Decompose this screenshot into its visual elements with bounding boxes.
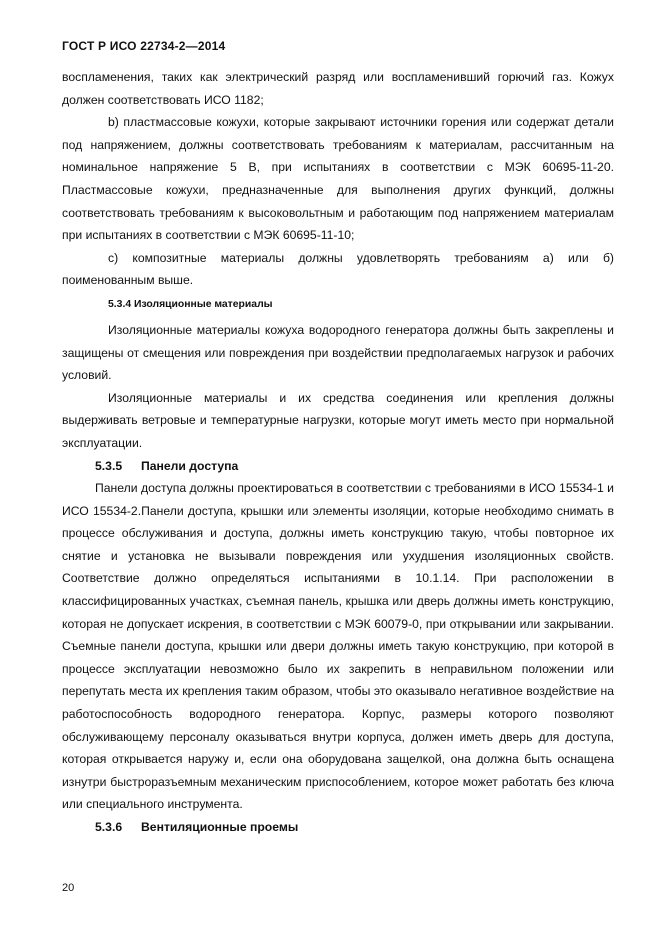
paragraph: Изоляционные материалы и их средства соединения или крепления должны выдерживать ветровые и температурные нагрузки, которые могут иметь место при нормальной эксплуатации. — [62, 390, 614, 450]
document-body — [62, 66, 614, 839]
document-header: ГОСТ Р ИСО 22734-2—2014 — [62, 39, 226, 53]
section-number: 5.3.5 — [95, 458, 123, 473]
paragraph: b) пластмассовые кожухи, которые закрывают источники горения или содержат детали под напряжением, должны соответствовать требованиям к материалам, рассчитанным на номинальное напряжение 5 В, при испытаниях в соответствии с МЭК 60695-11-20. Пластмассовые кожухи, предназначенные для выполнения других функций, должны соответствовать требованиям к высоковольтным и работающим под напряжением материалам при испытаниях в соответствии с МЭК 60695-11-10; — [62, 115, 614, 243]
section-title: Изоляционные материалы — [134, 298, 273, 310]
paragraph: воспламенения, таких как электрический разряд или воспламенивший горючий газ. Кожух должен соответствовать ИСО 1182; — [62, 70, 614, 107]
section-number: 5.3.4 — [108, 298, 132, 310]
paragraph: c) композитные материалы должны удовлетворять требованиям а) или б) поименованным выше. — [62, 250, 614, 288]
section-title: Панели доступа — [141, 458, 239, 473]
section-number: 5.3.6 — [95, 820, 123, 834]
section-heading-5-3-4 — [108, 295, 614, 315]
section-heading-5-3-6 — [95, 816, 614, 839]
paragraph: Панели доступа должны проектироваться в соответствии с требованиями в ИСО 15534-1 и ИСО 15534-2.Панели доступа, крышки или элементы изоляции, которые необходимо снимать в процессе обслуживания и доступа, должны иметь конструкцию такую, чтобы повторное их снятие и установка не вызывали повреждения или ухудшения изоляционных свойств. Соответствие должно определяться испытаниями в 10.1.14. При расположении в классифицированных участках, съемная панель, крышка или дверь должны иметь конструкцию, которая не допускает искрения, в соответствии с МЭК 60079-0, при открывании или закрывании. Съемные панели доступа, крышки или двери должны иметь такую конструкцию, при которой в процессе эксплуатации невозможно было их закрепить в неправильном положении или перепутать места их крепления таким образом, чтобы это оказывало негативное воздействие на работоспособность водородного генератора. Корпус, размеры которого позволяют обслуживающему персоналу оказываться внутри корпуса, должен иметь дверь для доступа, которая открывается наружу и, если она оборудована защелкой, она должна быть оснащена изнутри быстроразъемным механическим приспособлением, которое может работать без ключа или специального инструмента. — [62, 481, 614, 812]
section-heading-5-3-5 — [95, 455, 614, 478]
paragraph: Изоляционные материалы кожуха водородного генератора должны быть закреплены и защищены от смещения или повреждения при воздействии предполагаемых нагрузок и рабочих условий. — [62, 322, 614, 383]
page-number: 20 — [62, 882, 75, 894]
section-title: Вентиляционные проемы — [141, 820, 299, 834]
